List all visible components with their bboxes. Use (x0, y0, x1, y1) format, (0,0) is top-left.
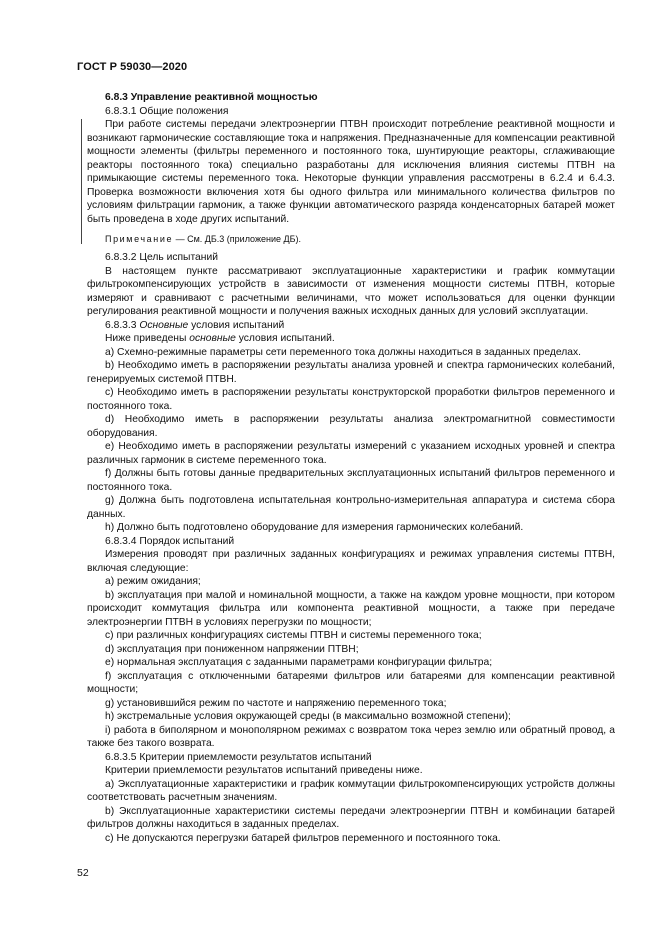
subsection-title: 6.8.3.1 Общие положения (105, 105, 229, 117)
paragraph: В настоящем пункте рассматривают эксплуатационные характеристики и график коммутации фильтрокомпенсирующих устройств в зависимости от изменения мощности системы ПТВН, которые измеряют и сравнивают с расчетными величинами, что может использоваться для оценки функции регулирования реактивной мощности и получения важных исходных данных для условий эксплуатации. (87, 265, 615, 317)
list-item: c) при различных конфигурациях системы ПТВН и системы переменного тока; (105, 630, 482, 641)
list-item: h) Должно быть подготовлено оборудование для измерения гармонических колебаний. (105, 522, 524, 533)
list-item: h) экстремальные условия окружающей среды (в максимально возможной степени); (105, 711, 511, 722)
list-item: f) эксплуатация с отключенными батареями фильтров или батареями для компенсации реактивной мощности; (87, 670, 615, 695)
subsection-title (87, 319, 615, 333)
list-item: d) Необходимо иметь в распоряжении результаты анализа электромагнитной совместимости оборудования. (87, 414, 615, 439)
list-item: i) работа в биполярном и монополярном режимах с возвратом тока через землю или обратный провод, а также без такого возврата. (87, 724, 615, 749)
text-run: Ниже приведены (105, 333, 190, 344)
paragraph: Измерения проводят при различных заданных конфигурациях и режимах управления системы ПТВН, включая следующие: (87, 549, 615, 574)
list-item: e) Необходимо иметь в распоряжении результаты измерений с указанием исходных уровней и спектра различных гармоник в системе переменного тока. (87, 441, 615, 466)
list-item: a) Эксплуатационные характеристики и график коммутации фильтрокомпенсирующих устройств должны соответствовать расчетным значениям. (87, 778, 615, 803)
standard-header: ГОСТ Р 59030—2020 (77, 61, 188, 73)
document-body (87, 91, 615, 845)
emphasis: основные (189, 333, 236, 344)
paragraph (87, 332, 615, 346)
paragraph: При работе системы передачи электроэнергии ПТВН происходит потребление реактивной мощности и возникают гармонические составляющие тока и напряжения. Предназначенные для компенсации реактивной мощности элементы (фильтры переменного и постоянного тока, шунтирующие реакторы, сглаживающие реакторы постоянного тока) специально разработаны для исключения влияния системы ПТВН на примыкающие системы переменного тока. Некоторые функции управления рассмотрены в 6.2.4 и 6.4.3. Проверка возможности включения хотя бы одного фильтра или минимального количества фильтров по условиям фильтрации гармоник, а также функции автоматического разряда конденсаторных батарей может быть проведена в ходе других испытаний. (87, 119, 615, 225)
subsection-title: 6.8.3.2 Цель испытаний (105, 252, 218, 263)
list-item: c) Не допускаются перегрузки батарей фильтров переменного и постоянного тока. (105, 832, 501, 844)
emphasis: Основные (139, 319, 189, 331)
list-item: c) Необходимо иметь в распоряжении результаты конструкторской проработки фильтров переменного и постоянного тока. (87, 387, 615, 412)
subsection-title: 6.8.3.5 Критерии приемлемости результатов испытаний (105, 751, 372, 763)
note-label: Примечание (105, 234, 174, 244)
note-text: — См. ДБ.3 (приложение ДБ). (173, 234, 301, 244)
text-run: условия испытаний. (235, 333, 335, 344)
list-item: a) режим ожидания; (105, 576, 201, 587)
list-item: b) Необходимо иметь в распоряжении результаты анализа уровней и спектра гармонических колебаний, генерируемых системой ПТВН. (87, 360, 615, 385)
section-title: 6.8.3 Управление реактивной мощностью (105, 92, 318, 103)
list-item: b) эксплуатация при малой и номинальной мощности, а также на каждом уровне мощности, при котором происходит коммутация фильтра или компонента реактивной мощности, а также при передаче электроэнергии ПТВН в условиях перегрузки по мощности; (87, 589, 615, 628)
list-item: e) нормальная эксплуатация с заданными параметрами конфигурации фильтра; (105, 657, 493, 668)
subsection-title: 6.8.3.4 Порядок испытаний (105, 535, 235, 547)
subsection-title-rest: условия испытаний (188, 319, 285, 331)
list-item: g) Должна быть подготовлена испытательная контрольно-измерительная аппаратура и система сбора данных. (87, 495, 615, 520)
page-number: 52 (77, 867, 89, 879)
paragraph: Критерии приемлемости результатов испытаний приведены ниже. (105, 765, 423, 776)
list-item: d) эксплуатация при пониженном напряжении ПТВН; (105, 643, 359, 655)
list-item: f) Должны быть готовы данные предварительных эксплуатационных испытаний фильтров переменного и постоянного тока. (87, 468, 615, 493)
note (87, 233, 615, 246)
list-item: g) установившийся режим по частоте и напряжению переменного тока; (105, 697, 447, 709)
list-item: b) Эксплуатационные характеристики системы передачи электроэнергии ПТВН и комбинации батарей фильтров должны находиться в заданных пределах. (87, 805, 615, 830)
list-item: a) Схемно-режимные параметры сети переменного тока должны находиться в заданных пределах. (105, 346, 582, 358)
subsection-number: 6.8.3.3 (105, 319, 140, 331)
change-bar (81, 119, 82, 244)
